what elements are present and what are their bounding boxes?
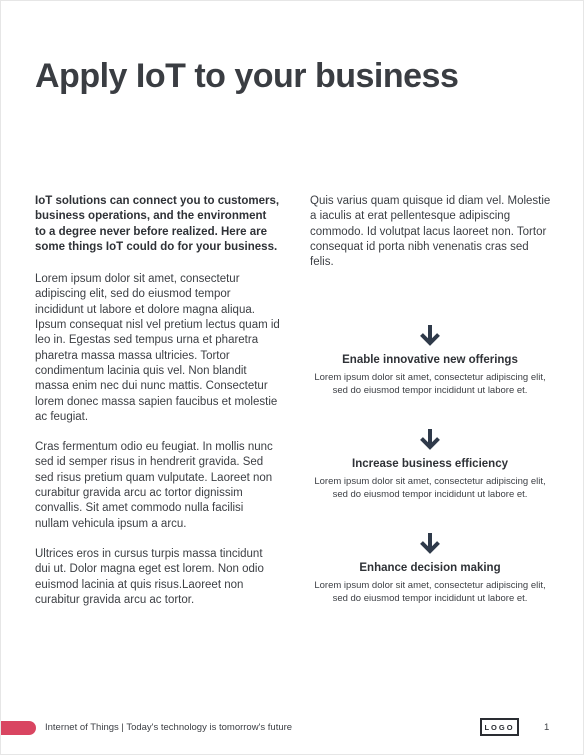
- body-paragraph: Cras fermentum odio eu feugiat. In mollis nunc sed id semper risus in hendrerit gravida. Sed sed risus pretium quam vulputate. Laoreet non curabitur gravida arcu ac tortor dignissim convallis. Sit amet commodo nulla facilisi nullam vehicula ipsum a arcu.: [35, 441, 273, 530]
- feature-title: Enhance decision making: [359, 562, 501, 574]
- feature-description: Lorem ipsum dolor sit amet, consectetur adipiscing elit, sed do eiusmod tempor incididunt ut labore et.: [314, 372, 546, 396]
- body-paragraph: Ultrices eros in cursus turpis massa tincidunt dui ut. Dolor magna eget est lorem. Non odio euismod lacinia at quis risus.Laoreet non curabitur gravida arcu ac tortor.: [35, 547, 264, 606]
- arrow-down-icon: [418, 323, 442, 347]
- body-paragraph: Lorem ipsum dolor sit amet, consectetur adipiscing elit, sed do eiusmod tempor incididunt ut labore et dolore magna aliqua. Ipsum consequat nisl vel pretium lectus quam id leo in. Egestas sed tempus urna et pharetra pharetra massa massa ultricies. Tortor condimentum lacinia quis vel. Non blandit massa enim nec dui nunc mattis. Consectetur lorem donec massa sapien faucibus et molestie ac feugiat.: [35, 273, 280, 423]
- footer-text: Internet of Things | Today's technology is tomorrow's future: [45, 722, 293, 733]
- feature-item: [308, 427, 552, 501]
- right-column: [310, 194, 555, 285]
- feature-item: [308, 531, 552, 605]
- intro-text: IoT solutions can connect you to customers, business operations, and the environment to a degree never before realized. Here are some things IoT could do for your business.: [35, 195, 280, 253]
- arrow-down-icon: [418, 427, 442, 451]
- page-title: Apply IoT to your business: [35, 57, 459, 95]
- feature-description: Lorem ipsum dolor sit amet, consectetur adipiscing elit, sed do eiusmod tempor incididunt ut labore et.: [314, 580, 546, 604]
- logo: LOGO: [480, 718, 519, 736]
- feature-item: [308, 323, 552, 397]
- feature-title: Enable innovative new offerings: [342, 354, 518, 366]
- feature-title: Increase business efficiency: [352, 458, 508, 470]
- feature-description: Lorem ipsum dolor sit amet, consectetur adipiscing elit, sed do eiusmod tempor incididunt ut labore et.: [314, 476, 546, 500]
- body-paragraph: Quis varius quam quisque id diam vel. Molestie a iaculis at erat pellentesque adipiscing commodo. Id volutpat lacus laoreet non. Tortor consequat id porta nibh venenatis cras sed felis.: [310, 195, 551, 269]
- arrow-down-icon: [418, 531, 442, 555]
- page-number: 1: [544, 722, 550, 733]
- footer-accent-bar: [1, 721, 36, 735]
- left-column: [35, 194, 280, 623]
